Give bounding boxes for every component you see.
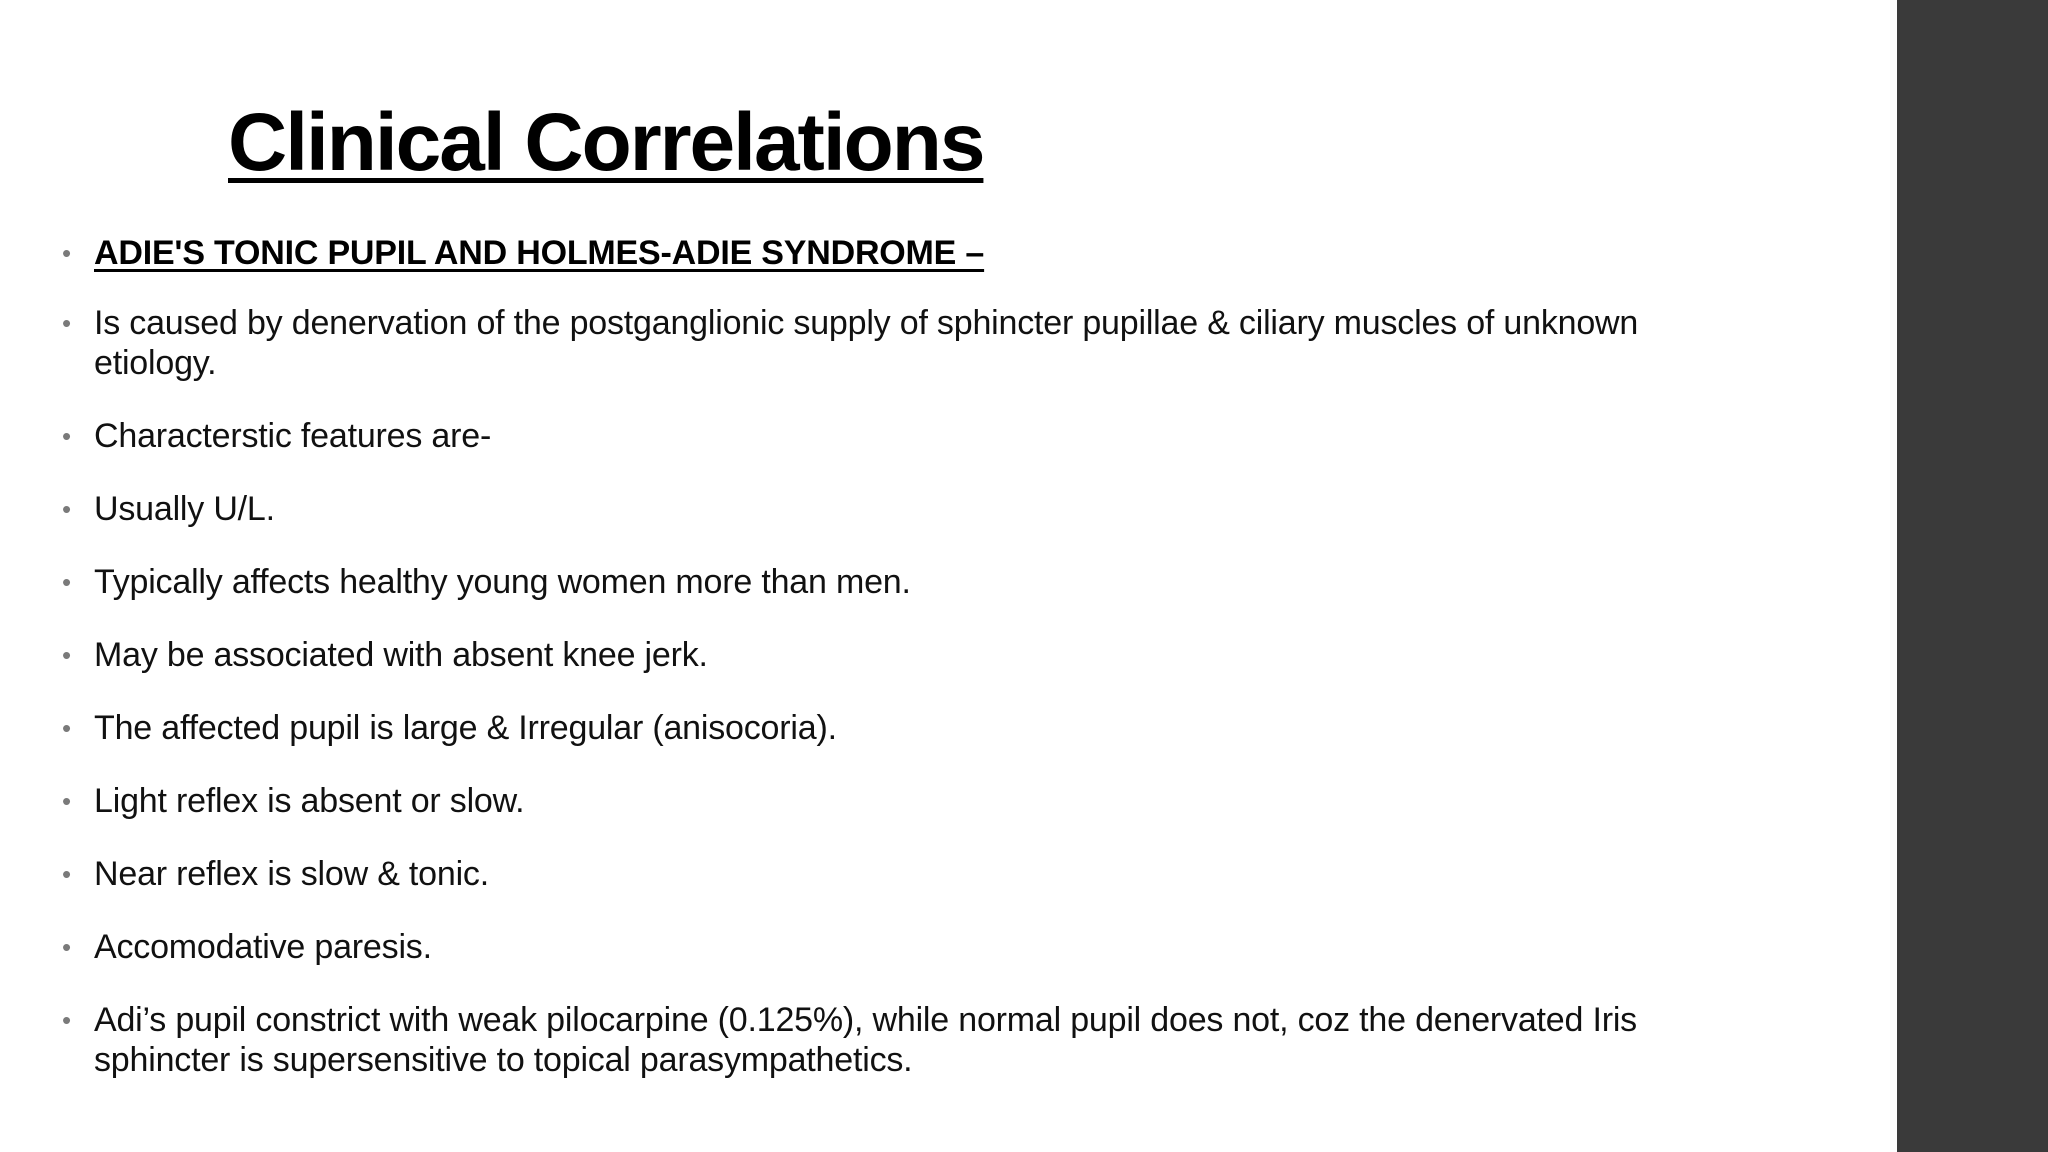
bullet-marker: • (62, 859, 72, 889)
bullet-marker: • (62, 1005, 72, 1035)
bullet-text: Characterstic features are- (94, 417, 492, 455)
bullet-text: Light reflex is absent or slow. (94, 782, 525, 820)
bullet-text: Adi’s pupil constrict with weak pilocarpine (0.125%), while normal pupil does not, coz the denervated Iris sphincter is supersensitive to topical parasympathetics. (94, 1001, 1637, 1079)
bullet-text: Near reflex is slow & tonic. (94, 855, 489, 893)
bullet-text: Is caused by denervation of the postganglionic supply of sphincter pupillae & ciliary muscles of unknown etiology. (94, 304, 1639, 382)
bullet-marker: • (62, 494, 72, 524)
bullet-marker: • (62, 786, 72, 816)
bullet-item (62, 1000, 1752, 1080)
bullet-text: Typically affects healthy young women more than men. (94, 563, 911, 601)
bullet-text: Accomodative paresis. (94, 928, 432, 966)
bullet-marker: • (62, 713, 72, 743)
bullet-item (62, 708, 1752, 748)
bullet-text: The affected pupil is large & Irregular (anisocoria). (94, 709, 837, 747)
bullet-text: Usually U/L. (94, 490, 275, 528)
bullet-text: May be associated with absent knee jerk. (94, 636, 708, 674)
bullet-item-heading (62, 233, 1752, 273)
bullet-marker: • (62, 238, 72, 268)
bullet-item (62, 781, 1752, 821)
bullet-item (62, 854, 1752, 894)
slide-side-bar (1897, 0, 2048, 1152)
bullet-item (62, 303, 1752, 383)
bullet-item (62, 927, 1752, 967)
bullet-marker: • (62, 567, 72, 597)
bullet-item (62, 489, 1752, 529)
slide-title: Clinical Correlations (228, 97, 984, 188)
bullet-marker: • (62, 421, 72, 451)
bullet-item (62, 416, 1752, 456)
bullet-item (62, 562, 1752, 602)
bullet-list (62, 233, 1752, 1080)
bullet-marker: • (62, 932, 72, 962)
bullet-marker: • (62, 640, 72, 670)
bullet-item (62, 635, 1752, 675)
bullet-heading-text: ADIE'S TONIC PUPIL AND HOLMES-ADIE SYNDROME – (94, 234, 985, 272)
bullet-marker: • (62, 308, 72, 338)
